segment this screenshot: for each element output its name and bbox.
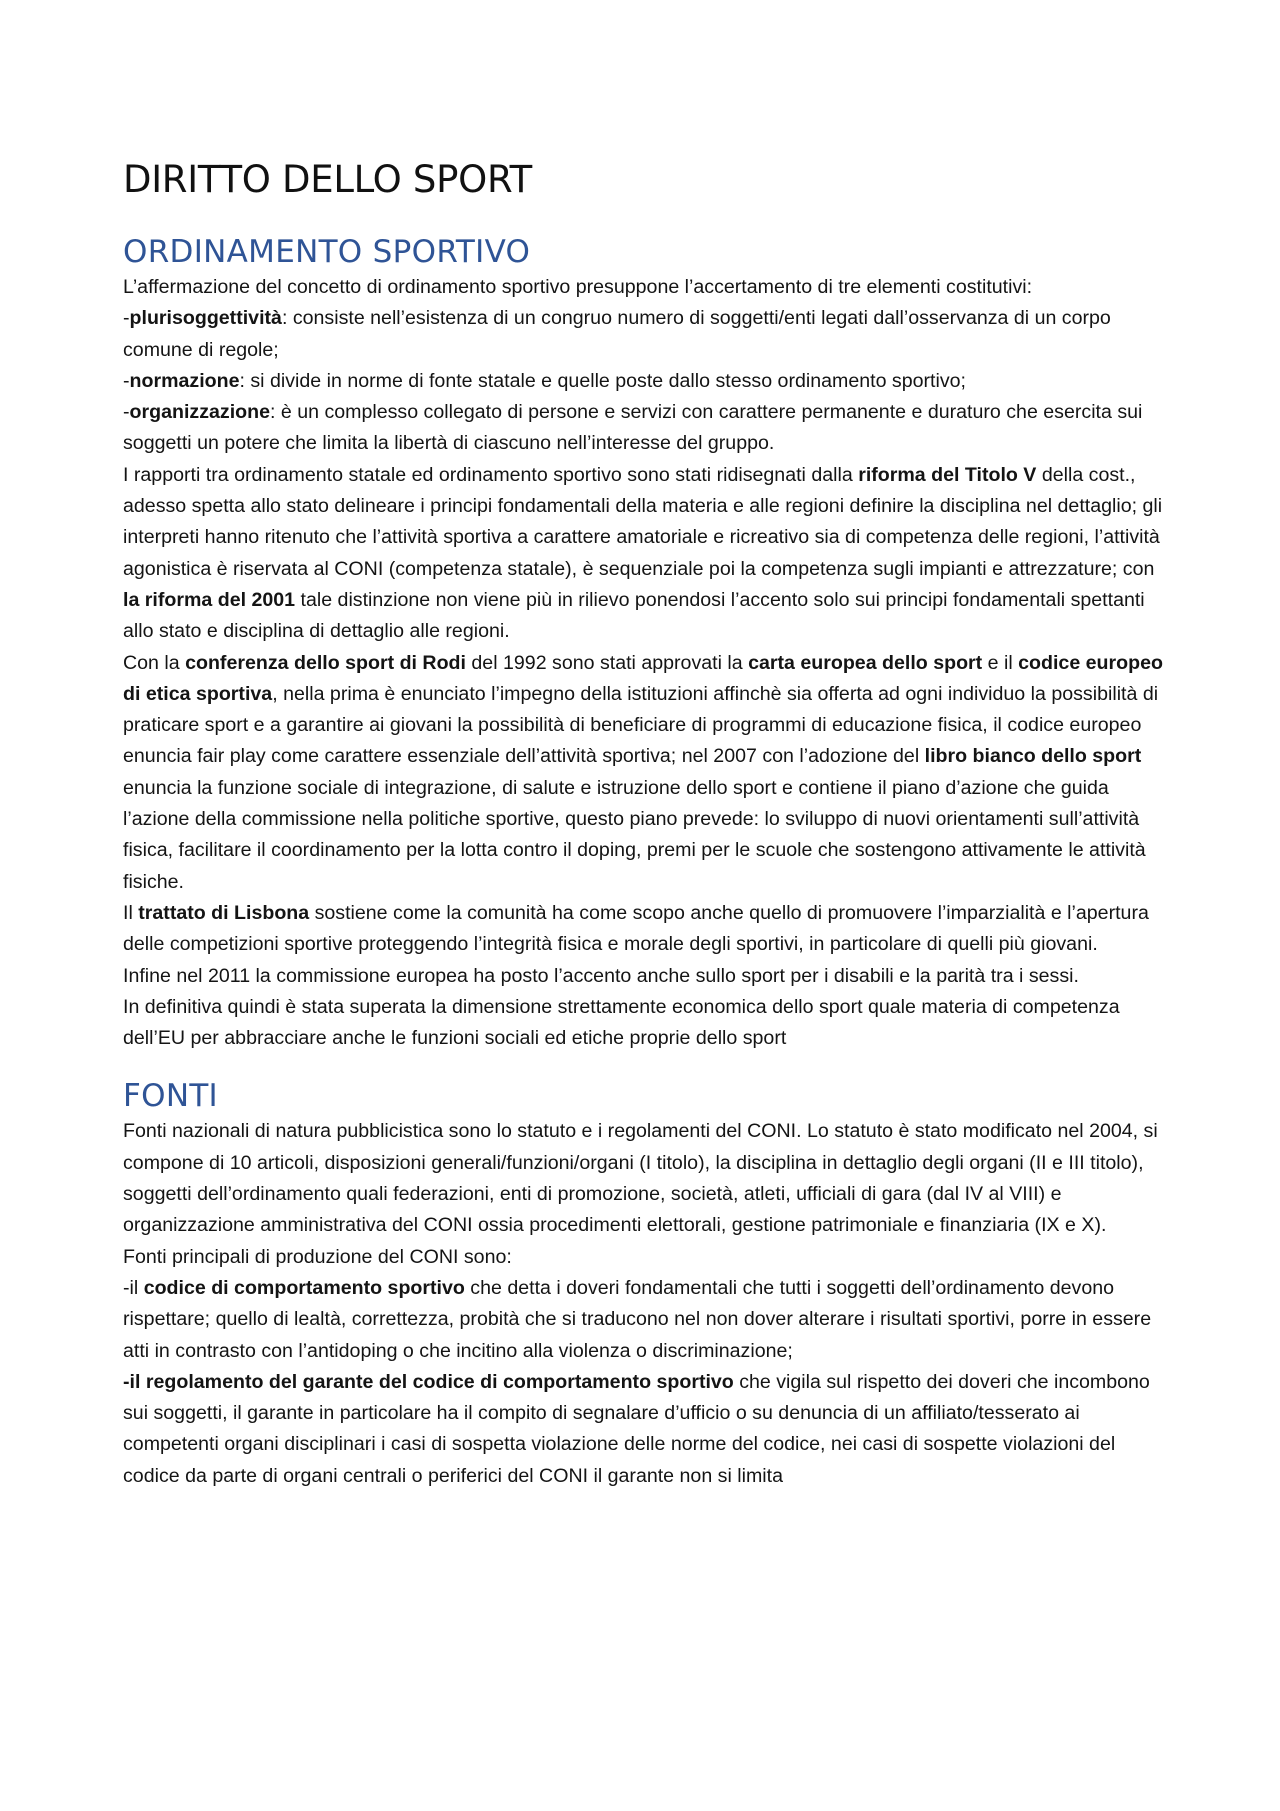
paragraph-plurisoggettivita: -plurisoggettività: consiste nell’esistenza di un congruo numero di soggetti/enti legati dall’osservanza di un corpo comune di regole; <box>123 307 1111 361</box>
paragraph-conferenza-rodi: Con la conferenza dello sport di Rodi del 1992 sono stati approvati la carta europea dello sport e il codice europeo di etica sportiva, nella prima è enunciato l’impegno della istituzioni affinchè sia offerta ad ogni individuo la possibilità di praticare sport e a garantire ai giovani la possibilità di beneficiare di programmi di educazione fisica, il codice europeo enuncia fair play come carattere essenziale dell’attività sportiva; nel 2007 con l’adozione del libro bianco dello sport enuncia la funzione sociale di integrazione, di salute e istruzione dello sport e contiene il piano d’azione che guida l’azione della commissione nella politiche sportive, questo piano prevede: lo sviluppo di nuovi orientamenti sull’attività fisica, facilitare il coordinamento per la lotta contro il doping, premi per le scuole che sostengono attivamente le attività fisiche. <box>123 651 1163 893</box>
paragraph-normazione: -normazione: si divide in norme di fonte statale e quelle poste dallo stesso ordinamento sportivo; <box>123 369 966 392</box>
paragraph-fonti-principali: Fonti principali di produzione del CONI sono: <box>123 1245 512 1268</box>
paragraph-intro: L’affermazione del concetto di ordinamento sportivo presuppone l’accertamento di tre elementi costitutivi: <box>123 276 1033 298</box>
paragraph-lisbona: Il trattato di Lisbona sostiene come la comunità ha come scopo anche quello di promuovere l’imparzialità e l’apertura delle competizioni sportive proteggendo l’integrità fisica e morale degli sportivi, in particolare di quelli più giovani. <box>123 901 1149 956</box>
paragraph-regolamento-garante: -il regolamento del garante del codice di comportamento sportivo che vigila sul rispetto dei doveri che incombono sui soggetti, il garante in particolare ha il compito di segnalare d’ufficio o su denuncia di un affiliato/tesserato ai competenti organi disciplinari i casi di sospetta violazione delle norme del codice, nei casi di sospette violazioni del codice da parte di organi centrali o periferici del CONI il garante non si limita <box>123 1370 1150 1487</box>
paragraph-organizzazione: -organizzazione: è un complesso collegato di persone e servizi con carattere permanente e duraturo che esercita sui soggetti un potere che limita la libertà di ciascuno nell’interesse del gruppo. <box>123 401 1143 455</box>
paragraph-rapporti: I rapporti tra ordinamento statale ed ordinamento sportivo sono stati ridisegnati dalla riforma del Titolo V della cost., adesso spetta allo stato delineare i principi fondamentali della materia e alle regioni definire la disciplina nel dettaglio; gli interpreti hanno ritenuto che l’attività sportiva a carattere amatoriale e ricreativo sia di competenza delle regioni, l’attività agonistica è riservata al CONI (competenza statale), è sequenziale poi la competenza sugli impianti e attrezzature; con la riforma del 2001 tale distinzione non viene più in rilievo ponendosi l’accento solo sui principi fondamentali spettanti allo stato e disciplina di dettaglio alle regioni. <box>123 463 1163 643</box>
document-title: DIRITTO DELLO SPORT <box>123 158 532 201</box>
section-heading-ordinamento: ORDINAMENTO SPORTIVO <box>123 234 531 270</box>
section-heading-fonti: FONTI <box>123 1078 218 1115</box>
paragraph-2011: Infine nel 2011 la commissione europea ha posto l’accento anche sullo sport per i disabili e la parità tra i sessi. <box>123 964 1079 987</box>
paragraph-definitiva: In definitiva quindi è stata superata la dimensione strettamente economica dello sport quale materia di competenza dell’EU per abbracciare anche le funzioni sociali ed etiche proprie dello sport <box>123 995 1120 1050</box>
paragraph-fonti-nazionali: Fonti nazionali di natura pubblicistica sono lo statuto e i regolamenti del CONI. Lo statuto è stato modificato nel 2004, si compone di 10 articoli, disposizioni generali/funzioni/organi (I titolo), la disciplina in dettaglio degli organi (II e III titolo), soggetti dell’ordinamento quali federazioni, enti di promozione, società, atleti, ufficiali di gara (dal IV al VIII) e organizzazione amministrativa del CONI ossia procedimenti elettorali, gestione patrimoniale e finanziaria (IX e X). <box>123 1120 1158 1237</box>
paragraph-codice-comportamento: -il codice di comportamento sportivo che detta i doveri fondamentali che tutti i soggetti dell’ordinamento devono rispettare; quello di lealtà, correttezza, probità che si traducono nel non dover alterare i risultati sportivi, porre in essere atti in contrasto con l’antidoping o che incitino alla violenza o discriminazione; <box>123 1276 1152 1362</box>
